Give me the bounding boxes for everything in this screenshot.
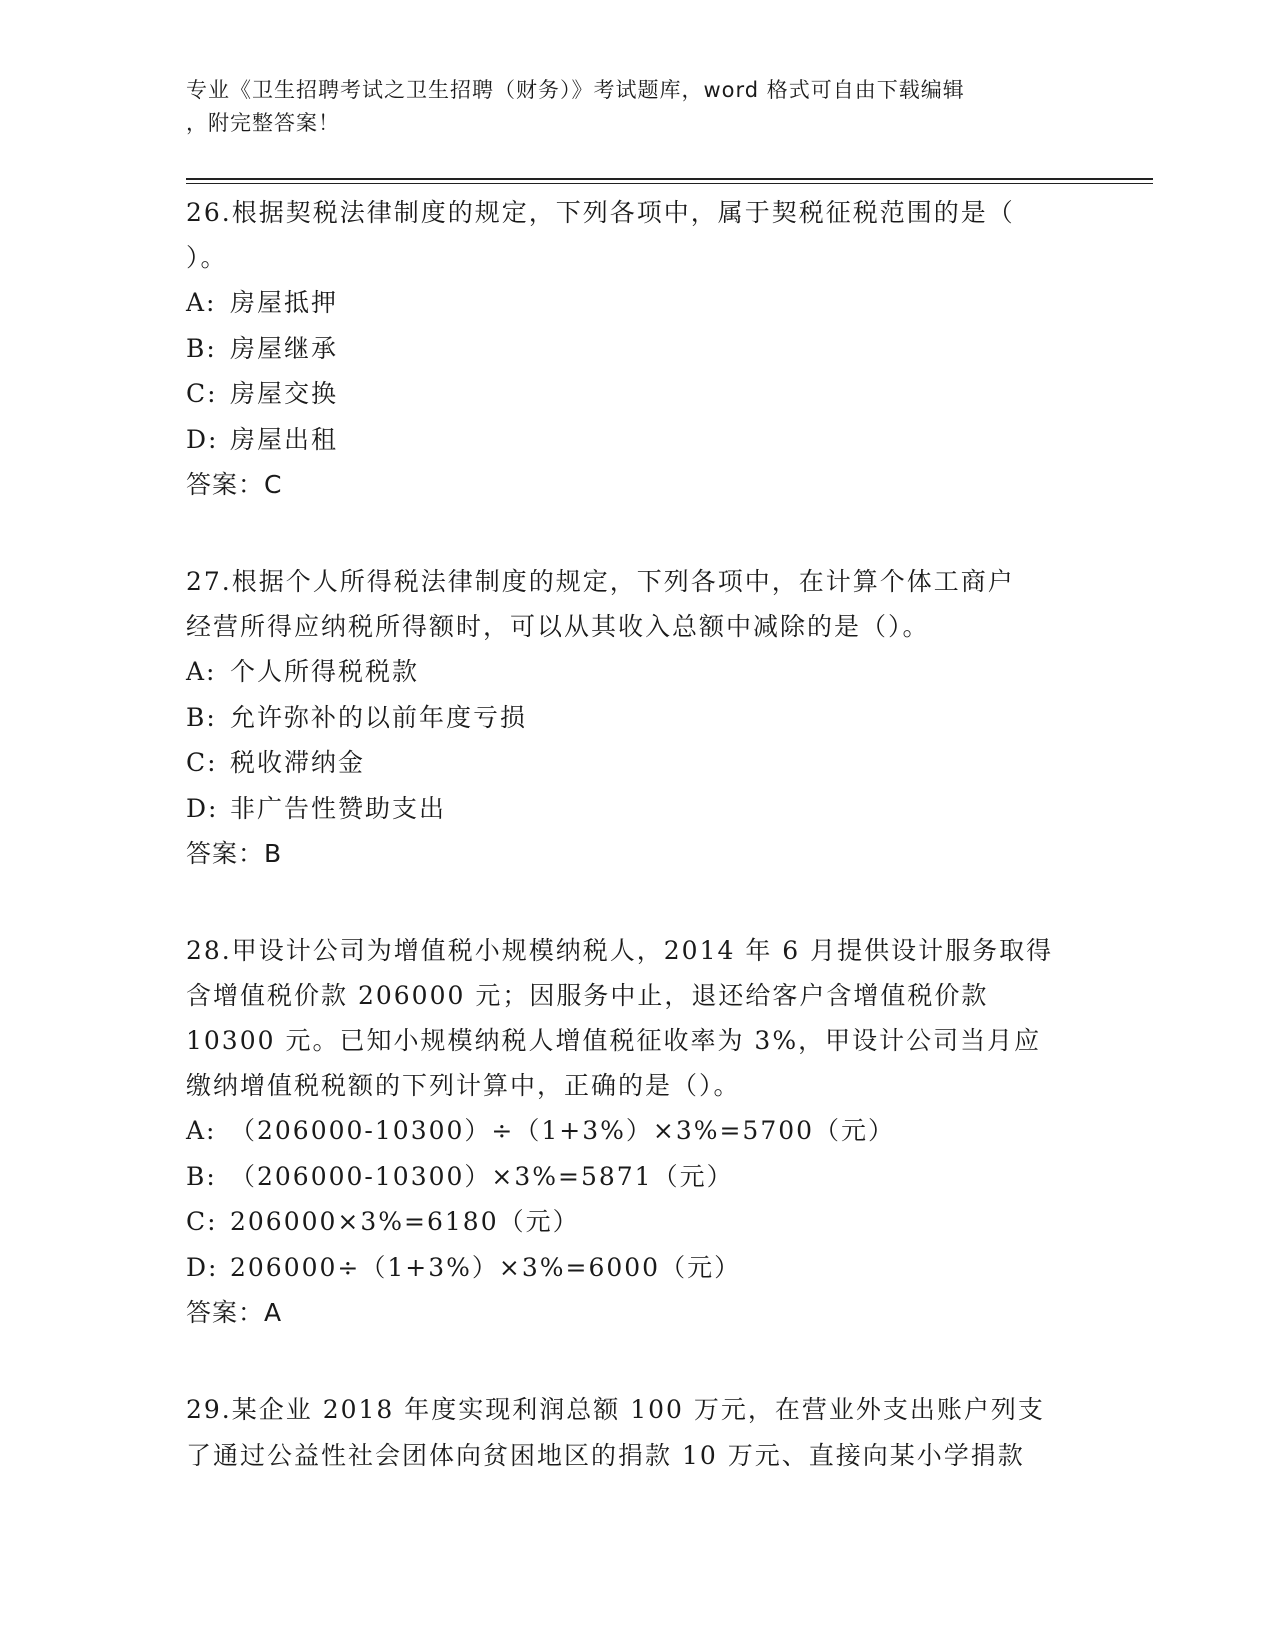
option-letter: B: (186, 1161, 217, 1191)
question-26 (186, 190, 1086, 507)
option-text: 206000÷（1+3%）×3%=6000（元） (230, 1252, 742, 1282)
option-c (186, 1199, 1086, 1245)
question-text-line: 了通过公益性社会团体向贫困地区的捐款 10 万元、直接向某小学捐款 (186, 1441, 1025, 1470)
question-text-line: 29.某企业 2018 年度实现利润总额 100 万元，在营业外支出账户列支 (186, 1395, 1045, 1424)
option-letter: D: (186, 424, 219, 454)
option-letter: C: (186, 1207, 218, 1236)
option-letter: A: (186, 288, 217, 317)
option-letter: C: (186, 748, 218, 777)
option-text: 房屋出租 (230, 424, 339, 454)
option-a (186, 280, 1086, 326)
question-27 (186, 559, 1086, 876)
answer-line: 答案：A (186, 1298, 283, 1327)
option-c (186, 371, 1086, 417)
option-text: （206000-10300）÷（1+3%）×3%=5700（元） (230, 1116, 896, 1145)
option-letter: C: (186, 379, 218, 408)
option-d (186, 786, 1086, 832)
header-divider-thin (186, 183, 1153, 184)
option-d (186, 417, 1086, 463)
question-text-line: ）。 (186, 243, 228, 272)
question-text-line: 27.根据个人所得税法律制度的规定，下列各项中，在计算个体工商户 (186, 567, 1015, 596)
header-line-2: ，附完整答案！ (186, 111, 340, 135)
question-text-line: 经营所得应纳税所得额时，可以从其收入总额中减除的是（）。 (186, 612, 930, 641)
answer-line: 答案：C (186, 470, 283, 499)
option-d (186, 1245, 1086, 1291)
option-letter: B: (186, 333, 217, 363)
answer-line: 答案：B (186, 839, 283, 868)
document-header (186, 74, 1066, 140)
option-text: 税收滞纳金 (230, 748, 366, 777)
option-letter: A: (186, 657, 217, 686)
question-text-line: 缴纳增值税税额的下列计算中，正确的是（）。 (186, 1071, 741, 1100)
option-text: 非广告性赞助支出 (230, 793, 447, 823)
option-text: 206000×3%=6180（元） (230, 1207, 580, 1236)
option-c (186, 740, 1086, 786)
question-text-line: 26.根据契税法律制度的规定，下列各项中，属于契税征税范围的是（ (186, 198, 1015, 227)
option-text: 房屋交换 (230, 379, 339, 408)
option-text: 允许弥补的以前年度亏损 (230, 702, 528, 732)
question-28 (186, 928, 1086, 1335)
option-letter: D: (186, 793, 219, 823)
option-text: 房屋抵押 (230, 288, 339, 317)
option-letter: B: (186, 702, 217, 732)
option-text: 个人所得税税款 (230, 657, 420, 686)
option-text: （206000-10300）×3%=5871（元） (230, 1161, 734, 1191)
option-letter: D: (186, 1252, 219, 1282)
question-text-line: 含增值税价款 206000 元；因服务中止，退还给客户含增值税价款 (186, 981, 989, 1010)
question-list (186, 190, 1086, 1531)
question-text-line: 10300 元。已知小规模纳税人增值税征收率为 3%，甲设计公司当月应 (186, 1026, 1042, 1055)
question-text-line: 28.甲设计公司为增值税小规模纳税人，2014 年 6 月提供设计服务取得 (186, 936, 1054, 965)
question-29 (186, 1387, 1086, 1479)
option-a (186, 649, 1086, 695)
option-b (186, 695, 1086, 741)
header-line-1: 专业《卫生招聘考试之卫生招聘（财务）》考试题库，word 格式可自由下载编辑 (186, 78, 965, 102)
option-letter: A: (186, 1116, 217, 1145)
option-text: 房屋继承 (230, 333, 339, 363)
header-divider-thick (186, 178, 1153, 180)
option-b (186, 326, 1086, 372)
option-a (186, 1108, 1086, 1154)
option-b (186, 1154, 1086, 1200)
